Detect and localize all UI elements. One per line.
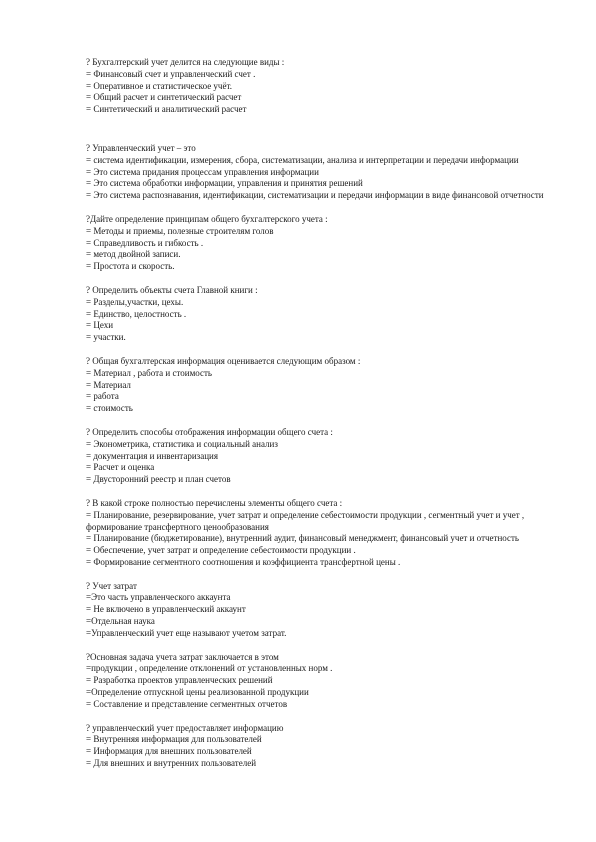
question-block bbox=[86, 427, 556, 486]
answer-option: = Общий расчет и синтетический расчет bbox=[86, 92, 242, 103]
question-text: ? Определить способы отображения информации общего счета : bbox=[86, 426, 333, 437]
block-spacer bbox=[86, 711, 556, 723]
answer-option: = Расчет и оценка bbox=[86, 462, 155, 473]
answer-option: = метод двойной записи. bbox=[86, 249, 181, 260]
question-block bbox=[86, 723, 556, 770]
answer-option: = работа bbox=[86, 391, 119, 402]
answer-option: = Оперативное и статистическое учёт. bbox=[86, 80, 232, 91]
block-spacer bbox=[86, 116, 556, 143]
answer-option: = система идентификации, измерения, сбора, систематизации, анализа и интерпретации и передачи информации bbox=[86, 154, 519, 165]
answer-option: = Внутренняя информация для пользователей bbox=[86, 734, 262, 745]
question-text: ? управленческий учет предоставляет информацию bbox=[86, 722, 284, 733]
answer-option: = Синтетический и аналитический расчет bbox=[86, 104, 247, 115]
question-text: ? Определить объекты счета Главной книги : bbox=[86, 284, 258, 295]
question-block bbox=[86, 57, 556, 116]
answer-option: = Составление и представление сегментных отчетов bbox=[86, 698, 288, 709]
answer-option: = Двусторонний реестр и план счетов bbox=[86, 474, 231, 485]
answer-option: = участки. bbox=[86, 332, 126, 343]
answer-option: = Цехи bbox=[86, 320, 114, 331]
question-block bbox=[86, 356, 556, 415]
answer-option: = стоимость bbox=[86, 403, 133, 414]
answer-option: = Материал bbox=[86, 379, 131, 390]
answer-option: = Методы и приемы, полезные строителям голов bbox=[86, 225, 274, 236]
block-spacer bbox=[86, 273, 556, 285]
question-block bbox=[86, 214, 556, 273]
block-spacer bbox=[86, 569, 556, 581]
block-spacer bbox=[86, 486, 556, 498]
document-page bbox=[86, 57, 556, 770]
answer-option: =Это часть управленческого аккаунта bbox=[86, 592, 231, 603]
question-text: ? Общая бухгалтерская информация оценивается следующим образом : bbox=[86, 355, 361, 366]
answer-option: = Планирование, резервирование, учет затрат и определение себестоимости продукции , сегментный учет и учет , формирование трансфертного ценообразования bbox=[86, 509, 525, 532]
question-text: ? Бухгалтерский учет делится на следующие виды : bbox=[86, 57, 285, 67]
question-block bbox=[86, 581, 556, 640]
answer-option: = Финансовый счет и управленческий счет . bbox=[86, 68, 256, 79]
answer-option: = Для внешних и внутренних пользователей bbox=[86, 758, 257, 769]
question-block bbox=[86, 143, 556, 202]
answer-option: = Материал , работа и стоимость bbox=[86, 367, 213, 378]
answer-option: = Обеспечение, учет затрат и определение себестоимости продукции . bbox=[86, 545, 356, 556]
answer-option: = Единство, целостность . bbox=[86, 308, 187, 319]
answer-option: =Управленческий учет еще называют учетом затрат. bbox=[86, 627, 287, 638]
answer-option: =продукции , определение отклонений от установленных норм . bbox=[86, 663, 333, 674]
question-text: ?Основная задача учета затрат заключается в этом bbox=[86, 651, 279, 662]
answer-option: = Справедливость и гибкость . bbox=[86, 237, 204, 248]
answer-option: = Это система обработки информации, управления и принятия решений bbox=[86, 178, 363, 189]
block-spacer bbox=[86, 202, 556, 214]
question-block bbox=[86, 652, 556, 711]
question-text: ? Управленческий учет – это bbox=[86, 142, 196, 153]
question-text: ? Учет затрат bbox=[86, 580, 137, 591]
answer-option: = Простота и скорость. bbox=[86, 261, 175, 272]
question-text: ?Дайте определение принципам общего бухгалтерского учета : bbox=[86, 213, 328, 224]
answer-option: = Формирование сегментного соотношения и коэффициента трансфертной цены . bbox=[86, 556, 401, 567]
block-spacer bbox=[86, 415, 556, 427]
question-block bbox=[86, 498, 556, 569]
block-spacer bbox=[86, 344, 556, 356]
answer-option: = Планирование (бюджетирование), внутренний аудит, финансовый менеджмент, финансовый учет и отчетность bbox=[86, 533, 520, 544]
question-block bbox=[86, 285, 556, 344]
answer-option: = документация и инвентаризация bbox=[86, 450, 218, 461]
answer-option: = Разработка проектов управленческих решений bbox=[86, 675, 273, 686]
answer-option: =Определение отпускной цены реализованной продукции bbox=[86, 687, 309, 698]
question-text: ? В какой строке полностью перечислены элементы общего счета : bbox=[86, 497, 343, 508]
answer-option: = Это система распознавания, идентификации, систематизации и передачи информации в виде финансовой отчетности bbox=[86, 190, 544, 201]
answer-option: =Отдельная наука bbox=[86, 616, 155, 627]
answer-option: = Разделы,участки, цехы. bbox=[86, 296, 184, 307]
block-spacer bbox=[86, 640, 556, 652]
answer-option: = Эконометрика, статистика и социальный анализ bbox=[86, 438, 278, 449]
answer-option: = Не включено в управленческий аккаунт bbox=[86, 604, 246, 615]
answer-option: = Это система придания процессам управления информации bbox=[86, 166, 319, 177]
answer-option: = Информация для внешних пользователей bbox=[86, 746, 252, 757]
